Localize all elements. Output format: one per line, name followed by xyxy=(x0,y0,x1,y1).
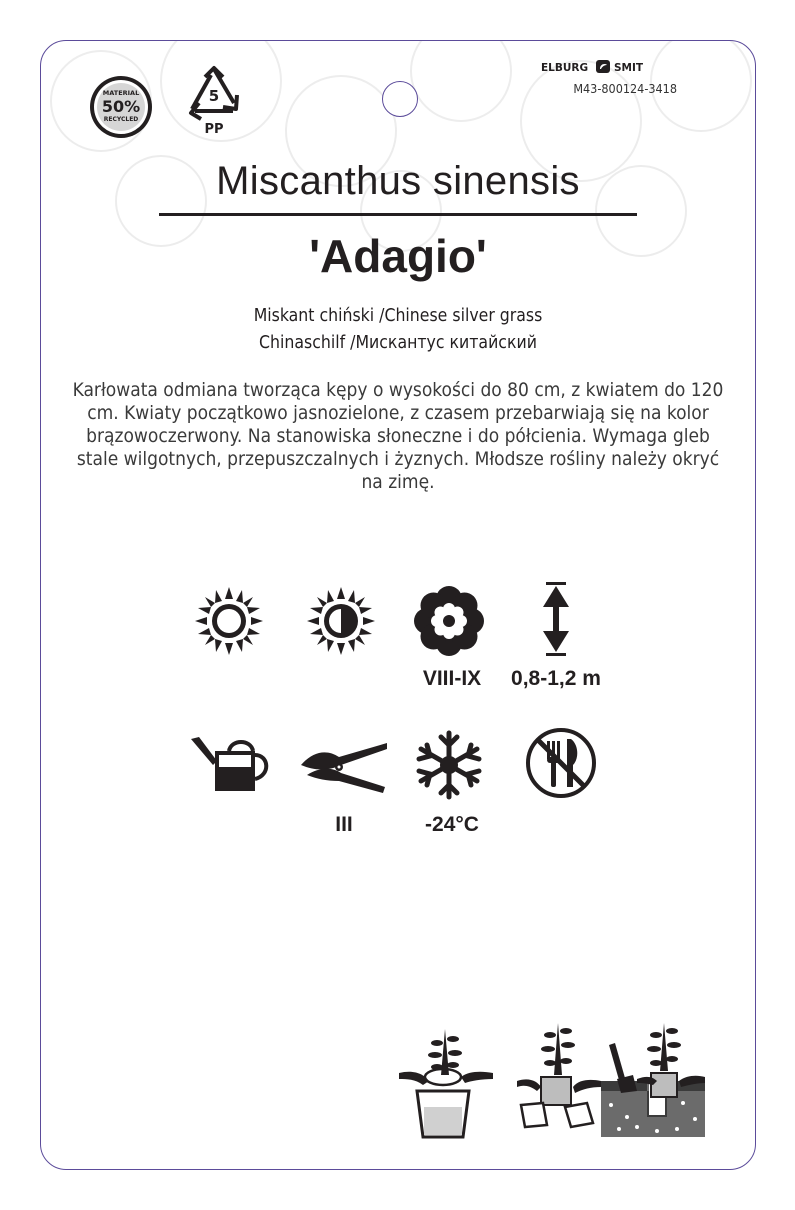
product-code: M43-800124-3418 xyxy=(573,81,677,96)
badge-percent: 50% xyxy=(101,97,141,116)
height-arrow-icon xyxy=(531,581,581,657)
brand-logo xyxy=(541,57,691,77)
brand-name-2: SMIT xyxy=(614,62,644,74)
recycled-material-badge xyxy=(89,75,153,139)
flowering-period-label: VIII-IX xyxy=(422,667,482,690)
plant-description: Karłowata odmiana tworząca kępy o wysokości do 80 cm, z kwiatem do 120 cm. Kwiaty początkowo jasnozielone, z czasem przebarwiają się na kolor brązowoczerwony. Na stanowiska słoneczne i do półcienia. Wymaga gleb stale wilgotnych, przepuszczalnych i żyznych. Młodsze rośliny należy okryć na zimę. xyxy=(72,379,724,493)
common-names xyxy=(41,303,755,357)
snowflake-icon xyxy=(413,729,485,801)
sun-icon xyxy=(193,585,265,657)
hanging-hole xyxy=(382,81,418,117)
pp-label: PP xyxy=(204,122,224,137)
pruning-shears-icon xyxy=(299,737,389,797)
pp-number: 5 xyxy=(208,87,220,105)
not-edible-icon xyxy=(525,727,597,799)
latin-name: Miscanthus sinensis xyxy=(216,159,580,203)
half-shade-icon xyxy=(305,585,377,657)
brand-name: ELBURG xyxy=(541,62,589,74)
pruning-month-label: III xyxy=(335,813,353,836)
flower-icon xyxy=(413,585,485,657)
hardiness-label: -24°C xyxy=(425,813,479,836)
height-label: 0,8-1,2 m xyxy=(511,667,601,690)
plant-label-card xyxy=(40,40,756,1170)
planting-step1-illustration xyxy=(397,1025,495,1143)
common-names-line1: Miskant chiński /Chinese silver grass xyxy=(253,306,543,326)
planting-step3-illustration xyxy=(597,1021,709,1141)
badge-line3: RECYCLED xyxy=(103,116,139,123)
common-names-line2: Chinaschilf /Мискантус китайский xyxy=(259,333,537,353)
planting-step2-illustration xyxy=(513,1021,603,1133)
badge-line1: MATERIAL xyxy=(102,89,140,97)
watering-can-icon xyxy=(189,735,271,795)
cultivar-name: 'Adagio' xyxy=(309,230,487,282)
title-divider xyxy=(159,213,637,216)
pp-recycle-icon xyxy=(183,65,245,137)
